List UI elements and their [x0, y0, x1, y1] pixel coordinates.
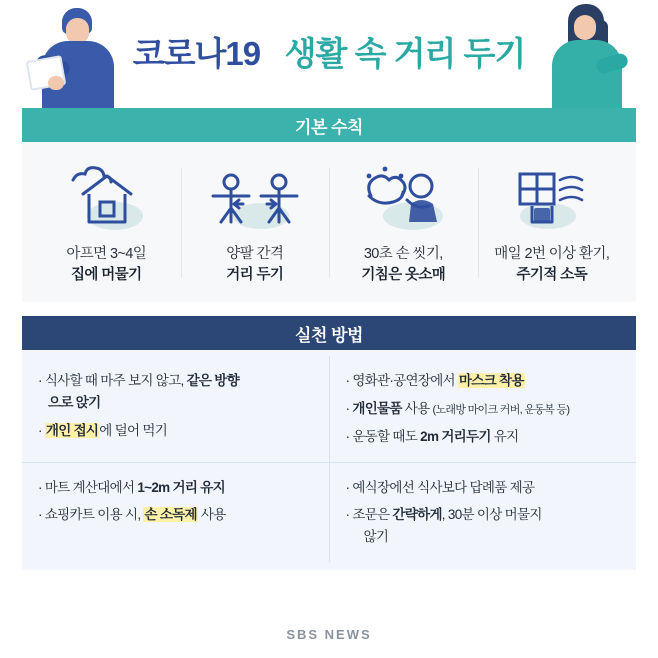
practice-item — [38, 504, 315, 526]
rule-item — [478, 160, 627, 286]
brand-footer: SBS NEWS — [286, 627, 372, 642]
title-highlight: 코로나19 — [132, 35, 261, 72]
header — [0, 0, 658, 108]
practice-text: 에 덜어 먹기 — [99, 422, 168, 438]
practice-text: · — [38, 422, 45, 438]
practice-text: , 30분 이상 머물지 — [441, 507, 542, 523]
practice-text: 사용 — [401, 400, 433, 416]
practice-text: · 영화관·공연장에서 — [345, 373, 458, 389]
practice-item — [346, 426, 623, 448]
basic-rules-section — [22, 108, 636, 302]
practice-text: 않기 — [363, 529, 389, 545]
practice-row — [22, 462, 636, 563]
practice-bold: 간략하게 — [392, 507, 442, 523]
practice-bold: 1~2m 거리 유지 — [137, 479, 225, 495]
practice-col-right — [329, 463, 637, 563]
practice-bold: 같은 방향 — [186, 373, 239, 389]
basic-rules-bar: 기본 수칙 — [22, 108, 636, 142]
practice-item — [38, 477, 315, 499]
practice-item — [346, 526, 623, 548]
rule-line1: 아프면 3~4일 — [66, 246, 147, 262]
practice-panel — [22, 350, 636, 570]
practice-item — [346, 477, 623, 499]
hand-washing-cough-sleeve-icon — [329, 160, 478, 234]
rule-line2: 주기적 소독 — [516, 267, 587, 284]
practice-col-left — [22, 356, 329, 462]
practice-bold: 개인물품 — [352, 400, 402, 416]
practice-item — [346, 370, 623, 392]
practice-text: · 운동할 때도 — [345, 428, 421, 444]
practice-text: · 마트 계산대에서 — [38, 479, 138, 495]
rule-line1: 매일 2번 이상 환기, — [494, 246, 610, 262]
person-standing-illustration — [528, 4, 644, 108]
practice-bold: 2m 거리두기 — [420, 428, 491, 444]
practice-item — [346, 504, 623, 526]
basic-rules-panel — [22, 142, 636, 302]
rule-item — [181, 160, 330, 286]
practice-text: · — [345, 400, 353, 416]
rule-line1: 30초 손 씻기, — [363, 246, 443, 262]
window-ventilation-spray-icon — [478, 160, 627, 234]
practice-col-right — [329, 356, 637, 462]
arms-length-distance-icon — [181, 160, 330, 234]
practice-col-left — [22, 463, 329, 563]
practice-item — [38, 420, 315, 442]
practice-highlight: 손 소독제 — [144, 507, 197, 523]
practice-text: 유지 — [490, 428, 519, 444]
practice-text: · 조문은 — [345, 507, 393, 523]
practice-row — [22, 356, 636, 462]
practice-text: · 식사할 때 마주 보지 않고, — [38, 373, 187, 389]
practice-text: · 예식장에선 식사보다 답례품 제공 — [345, 479, 535, 495]
title-rest: 생활 속 거리 두기 — [284, 35, 526, 72]
practice-note: (노래방 마이크 커버, 운동복 등) — [432, 403, 570, 416]
rule-item — [32, 160, 181, 286]
rule-line1: 양팔 간격 — [226, 246, 284, 262]
practice-item — [38, 392, 315, 414]
practice-text: · 쇼핑카트 이용 시, — [38, 507, 144, 523]
practice-section — [22, 316, 636, 570]
rule-item — [329, 160, 478, 286]
practice-bar: 실천 방법 — [22, 316, 636, 350]
practice-item — [38, 370, 315, 392]
rule-line2: 거리 두기 — [226, 267, 284, 284]
practice-highlight: 개인 접시 — [45, 422, 99, 438]
practice-item — [346, 398, 623, 420]
rule-line2: 기침은 옷소매 — [361, 267, 446, 284]
rule-line2: 집에 머물기 — [71, 267, 142, 284]
practice-highlight: 마스크 착용 — [458, 373, 524, 389]
practice-text: 사용 — [197, 507, 226, 523]
practice-bold: 으로 앉기 — [48, 394, 101, 410]
house-stay-home-icon — [32, 160, 181, 234]
